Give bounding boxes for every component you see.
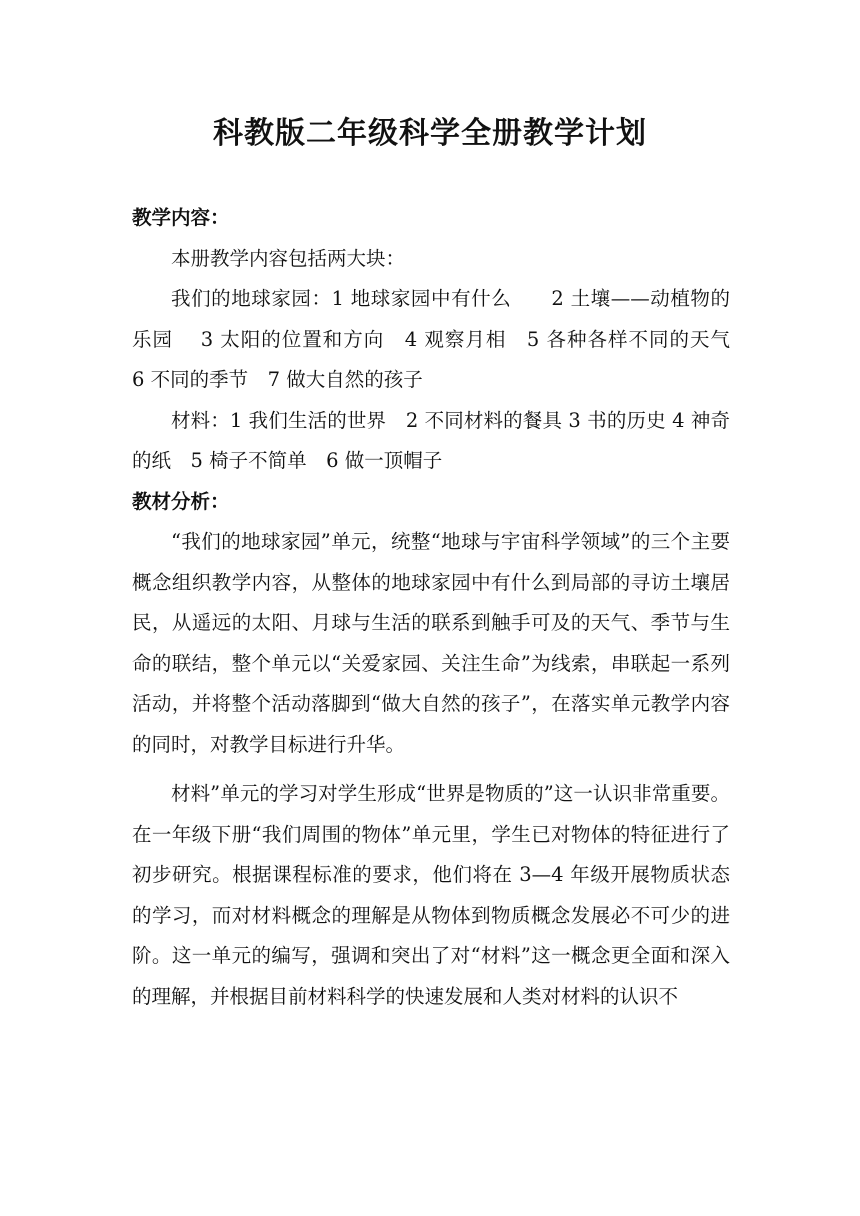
document-title: 科教版二年级科学全册教学计划 xyxy=(213,116,647,151)
paragraph-materials-analysis: 材料”单元的学习对学生形成“世界是物质的”这一认识非常重要。在一年级下册“我们周围的物体”单元里，学生已对物体的特征进行了初步研究。根据课程标准的要求，他们将在 3—4 年级开展物质状态的学习，而对材料概念的理解是从物体到物质概念发展必不可少的进阶。这一单元的编写，强调和突出了对“材料”这一概念更全面和深入的理解，并根据目前材料科学的快速发展和人类对材料的认识不 xyxy=(132,782,730,1008)
paragraph-materials-units: 材料：1 我们生活的世界 2 不同材料的餐具 3 书的历史 4 神奇的纸 5 椅子不简单 6 做一顶帽子 xyxy=(132,408,730,472)
section-heading-content: 教学内容： xyxy=(132,206,230,229)
paragraph-earth-home-units: 我们的地球家园：1 地球家园中有什么 2 土壤——动植物的乐园 3 太阳的位置和方向 4 观察月相 5 各种各样不同的天气 6 不同的季节 7 做大自然的孩子 xyxy=(132,287,750,391)
section-heading-analysis: 教材分析： xyxy=(132,489,230,513)
paragraph-earth-home-analysis: “我们的地球家园”单元，统整“地球与宇宙科学领域”的三个主要概念组织教学内容，从整体的地球家园中有什么到局部的寻访土壤居民，从遥远的太阳、月球与生活的联系到触手可及的天气、季节与生命的联结，整个单元以“关爱家园、关注生命”为线索，串联起一系列活动，并将整个活动落脚到“做大自然的孩子”，在落实单元教学内容的同时，对教学目标进行升华。 xyxy=(132,530,730,756)
document-body xyxy=(132,198,750,1017)
paragraph-intro: 本册教学内容包括两大块： xyxy=(171,246,406,270)
